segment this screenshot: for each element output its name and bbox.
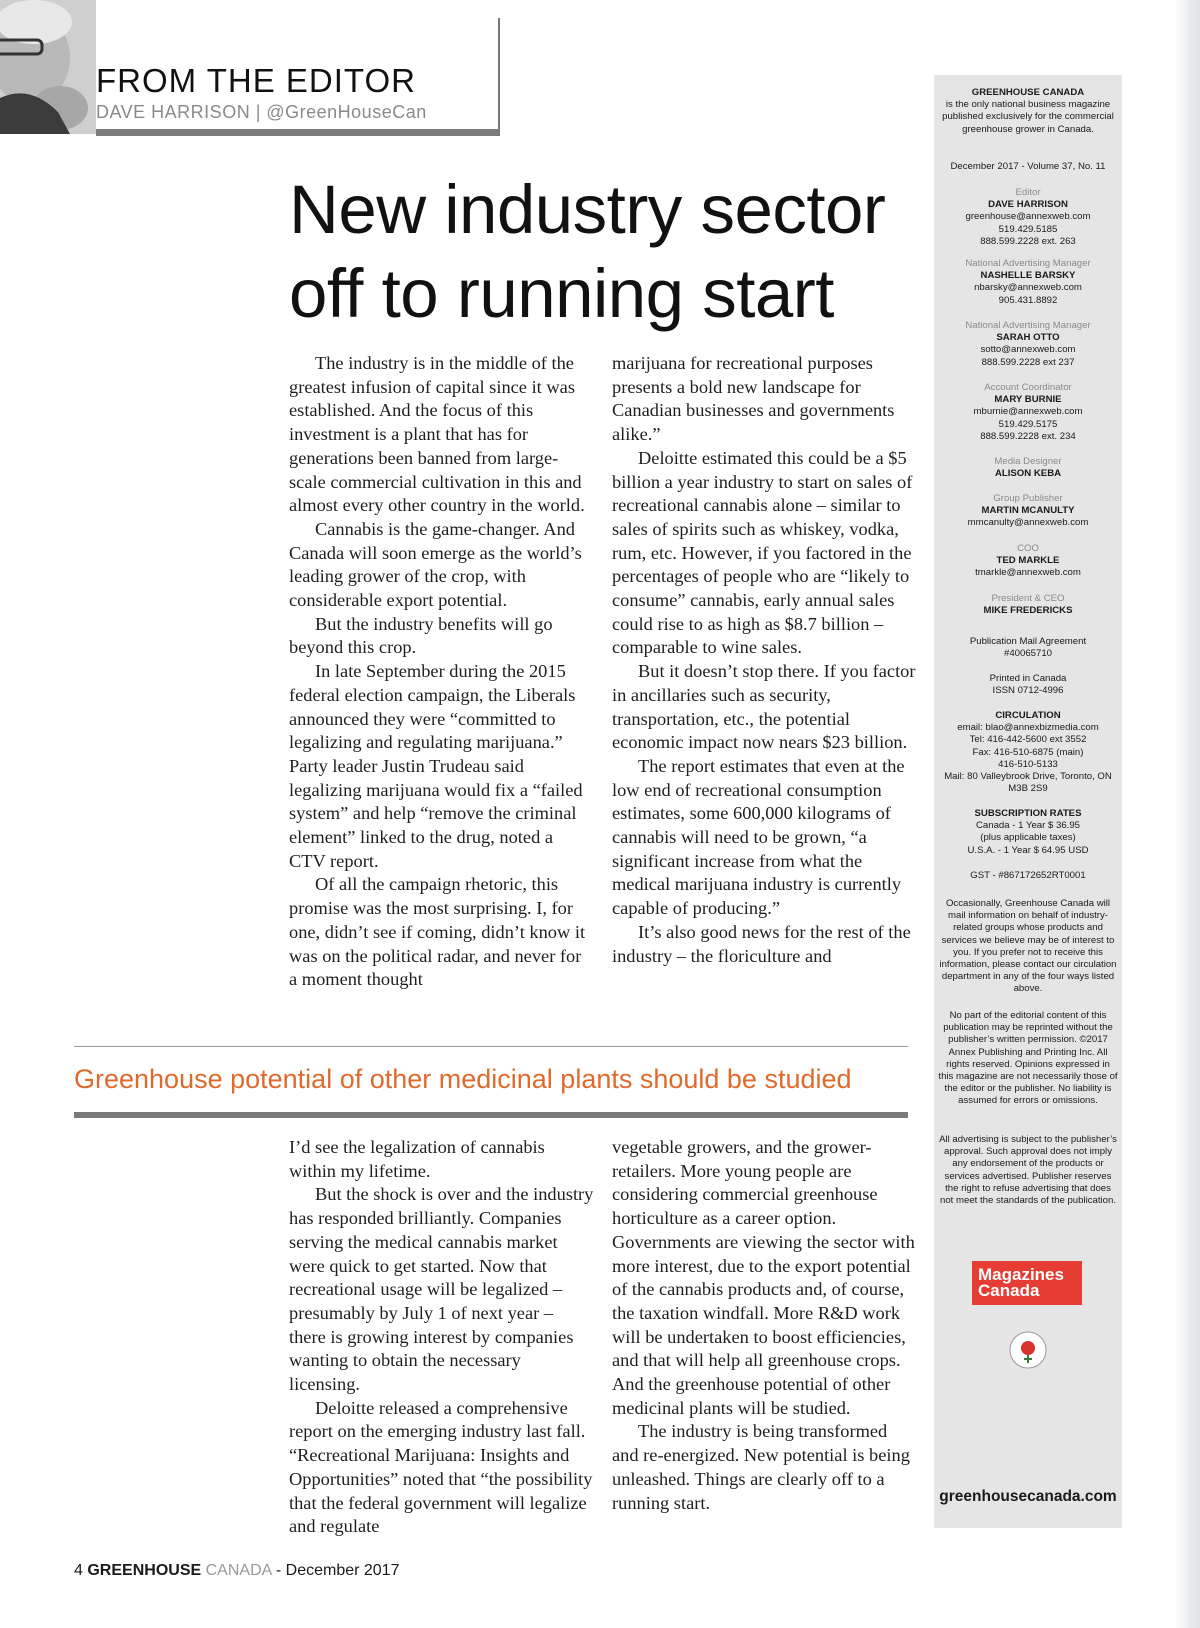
staff-role: COO — [1017, 543, 1039, 554]
website-link[interactable]: greenhousecanada.com — [939, 1488, 1117, 1505]
headline-line-1: New industry sector — [289, 171, 886, 248]
staff-president — [938, 593, 1118, 617]
magazines-canada-logo — [972, 1261, 1082, 1305]
circulation-tel: Tel: 416-442-5600 ext 3552 — [969, 734, 1087, 746]
circulation-address: Mail: 80 Valleybrook Drive, Toronto, ON M3B 2S9 — [944, 771, 1112, 795]
flowers-canada-seal-icon — [1008, 1330, 1048, 1370]
staff-coo — [938, 543, 1118, 580]
staff-account-coordinator — [938, 382, 1118, 443]
staff-phone: 888.599.2228 ext. 263 — [980, 235, 1076, 247]
circulation-email: email: blao@annexbizmedia.com — [957, 722, 1099, 734]
staff-email: sotto@annexweb.com — [980, 344, 1076, 356]
footer-brand-light: CANADA — [205, 1562, 272, 1579]
editor-photo — [0, 0, 96, 134]
footer-brand-bold: GREENHOUSE — [87, 1562, 202, 1579]
subscription-usa: U.S.A. - 1 Year $ 64.95 USD — [967, 844, 1089, 856]
masthead-intro — [940, 87, 1116, 136]
staff-name: MIKE FREDERICKS — [983, 605, 1073, 617]
logo-line-1: Magazines — [978, 1265, 1064, 1284]
staff-name: ALISON KEBA — [994, 468, 1062, 480]
staff-phone: 519.429.5185 — [998, 223, 1058, 235]
copyright-notice: No part of the editorial content of this publication may be reprinted without the publisher’s written permission. ©2017 Annex Publishing and Printing Inc. All rights reserved. Opinions expressed in this magazine are not necessarily those of the editor or the publisher. No liability is assumed for errors or omissions. — [938, 1010, 1118, 1107]
masthead-brand: GREENHOUSE CANADA — [971, 87, 1085, 98]
masthead-sidebar — [934, 75, 1122, 1528]
page-number: 4 — [74, 1562, 83, 1579]
staff-role: National Advertising Manager — [965, 320, 1091, 331]
staff-email: nbarsky@annexweb.com — [974, 282, 1082, 294]
column-a-upper — [289, 352, 594, 992]
issue-info: December 2017 - Volume 37, No. 11 — [950, 161, 1106, 172]
paragraph: The report estimates that even at the low end of recreational consumption estimates, some 600,000 kilograms of cannabis will need to be grown, “a significant increase from what the medical marijuana industry is currently capable of producing.” — [612, 755, 905, 919]
printed-info — [938, 673, 1118, 697]
subscription-canada: Canada - 1 Year $ 36.95 — [975, 820, 1081, 832]
paragraph: The industry is in the middle of the greatest infusion of capital since it was established. And the focus of this investment is a plant that has for generations been banned from large-scale commercial cultivation in this and almost every other country in the world. — [289, 353, 585, 516]
issn: ISSN 0712-4996 — [992, 685, 1064, 697]
paragraph: Cannabis is the game-changer. And Canada will soon emerge as the world’s leading grower of the crop, with considerable export potential. — [289, 518, 582, 611]
staff-phone: 888.599.2228 ext 237 — [981, 356, 1075, 368]
staff-media-designer — [938, 456, 1118, 480]
gst-number: GST - #867172652RT0001 — [970, 870, 1086, 881]
paragraph: Of all the campaign rhetoric, this promise was the most surprising. I, for one, didn’t see if coming, didn’t know it was on the political radar, and never for a moment thought — [289, 874, 586, 990]
staff-ad-manager-2 — [938, 320, 1118, 369]
page-edge-shadow — [1174, 0, 1200, 1628]
paragraph: But the shock is over and the industry has responded brilliantly. Companies serving the medical cannabis market were quick to get started. Now that recreational usage will be legalized – presumably by July 1 of next year – there is growing interest by companies wanting to obtain the necessary licensing. — [289, 1184, 594, 1395]
column-b-upper — [612, 352, 917, 968]
staff-name: DAVE HARRISON — [988, 199, 1068, 211]
printed-label: Printed in Canada — [989, 673, 1067, 684]
staff-phone: 888.599.2228 ext. 234 — [980, 430, 1076, 442]
staff-name: TED MARKLE — [996, 555, 1060, 567]
paragraph: vegetable growers, and the grower-retailers. More young people are considering commercial greenhouse horticulture as a career option. Governments are viewing the sector with more interest, due to the export potential of the cannabis products and, of course, the taxation windfall. More R&D work will be undertaken to boost efficiencies, and that will help all greenhouse crops. And the greenhouse potential of other medicinal plants will be studied. — [612, 1137, 915, 1418]
staff-name: NASHELLE BARSKY — [980, 270, 1076, 282]
staff-name: SARAH OTTO — [996, 332, 1060, 344]
advertising-notice: All advertising is subject to the publisher’s approval. Such approval does not imply any endorsement of the products or services advertised. Publisher reserves the right to refuse advertising that does not meet the standards of the publication. — [939, 1134, 1117, 1207]
staff-email: mmcanulty@annexweb.com — [967, 517, 1089, 529]
paragraph: But it doesn’t stop there. If you factor in ancillaries such as security, transportation, etc., the potential economic impact now nears $23 billion. — [612, 661, 916, 753]
staff-editor — [938, 187, 1118, 248]
subscription-heading: SUBSCRIPTION RATES — [974, 808, 1082, 819]
paragraph: But the industry benefits will go beyond this crop. — [289, 613, 553, 658]
pull-quote-rule-top — [74, 1046, 908, 1047]
staff-phone: 905.431.8892 — [998, 294, 1058, 306]
subscription-block — [938, 808, 1118, 857]
staff-role: Editor — [1015, 187, 1041, 198]
paragraph: The industry is being transformed and re-energized. New potential is being unleashed. Things are clearly off to a running start. — [612, 1421, 910, 1513]
staff-email: mburnie@annexweb.com — [973, 406, 1083, 418]
headline-line-2: off to running start — [289, 255, 834, 332]
paragraph: It’s also good news for the rest of the industry – the floriculture and — [612, 921, 911, 966]
publication-mail-label: Publication Mail Agreement — [969, 636, 1087, 647]
circulation-block — [938, 710, 1118, 795]
mailing-notice: Occasionally, Greenhouse Canada will mail information on behalf of industry-related groups whose products and services we believe may be of interest to you. If you prefer not to receive this information, please contact our circulation department in any of the four ways listed above. — [939, 898, 1117, 995]
logo-line-2: Canada — [978, 1281, 1040, 1300]
paragraph: Deloitte estimated this could be a $5 billion a year industry to start on sales of recreational cannabis alone – similar to sales of spirits such as whiskey, vodka, rum, etc. However, if you factored in the percentages of people who are “likely to consume” cannabis, early annual sales could rise to as high as $8.7 billion – comparable to wine sales. — [612, 447, 913, 658]
staff-name: MARY BURNIE — [994, 394, 1062, 406]
circulation-heading: CIRCULATION — [995, 710, 1061, 721]
publication-mail-number: #40065710 — [1003, 648, 1053, 660]
circulation-phone: 416-510-5133 — [998, 758, 1058, 770]
byline: DAVE HARRISON | @GreenHouseCan — [96, 102, 427, 122]
staff-role: Media Designer — [994, 456, 1062, 467]
staff-role: National Advertising Manager — [965, 258, 1091, 269]
footer-date: - December 2017 — [275, 1562, 400, 1579]
pull-quote: Greenhouse potential of other medicinal plants should be studied — [74, 1064, 852, 1094]
staff-role: President & CEO — [991, 593, 1065, 604]
pull-quote-rule-bottom — [74, 1112, 908, 1118]
page-footer — [74, 1562, 399, 1580]
paragraph: I’d see the legalization of cannabis within my lifetime. — [289, 1137, 545, 1181]
staff-group-publisher — [938, 493, 1118, 530]
section-title: FROM THE EDITOR — [96, 62, 416, 99]
circulation-fax: Fax: 416-510-6875 (main) — [972, 746, 1084, 758]
publication-mail — [938, 636, 1118, 660]
paragraph: In late September during the 2015 federal election campaign, the Liberals announced they were “committed to legalizing and regulating marijuana.” Party leader Justin Trudeau said legalizing marijuana would fix a “failed system” and help “remove the criminal element” linked to the drug, noted a CTV report. — [289, 661, 583, 871]
paragraph: marijuana for recreational purposes presents a bold new landscape for Canadian businesses and governments alike.” — [612, 353, 895, 445]
paragraph: Deloitte released a comprehensive report on the emerging industry last fall. “Recreational Marijuana: Insights and Opportunities” noted that “the possibility that the federal government will legalize and regulate — [289, 1397, 593, 1537]
masthead-description: is the only national business magazine published exclusively for the commercial greenhouse grower in Canada. — [942, 99, 1114, 135]
headline — [289, 168, 929, 336]
staff-email: tmarkle@annexweb.com — [975, 567, 1081, 579]
staff-name: MARTIN MCANULTY — [981, 505, 1075, 517]
staff-ad-manager-1 — [938, 258, 1118, 307]
staff-role: Account Coordinator — [984, 382, 1072, 393]
subscription-taxes: (plus applicable taxes) — [980, 832, 1076, 844]
staff-email: greenhouse@annexweb.com — [965, 211, 1091, 223]
column-a-lower — [289, 1136, 594, 1539]
staff-role: Group Publisher — [993, 493, 1063, 504]
staff-phone: 519.429.5175 — [998, 418, 1058, 430]
column-b-lower — [612, 1136, 917, 1515]
